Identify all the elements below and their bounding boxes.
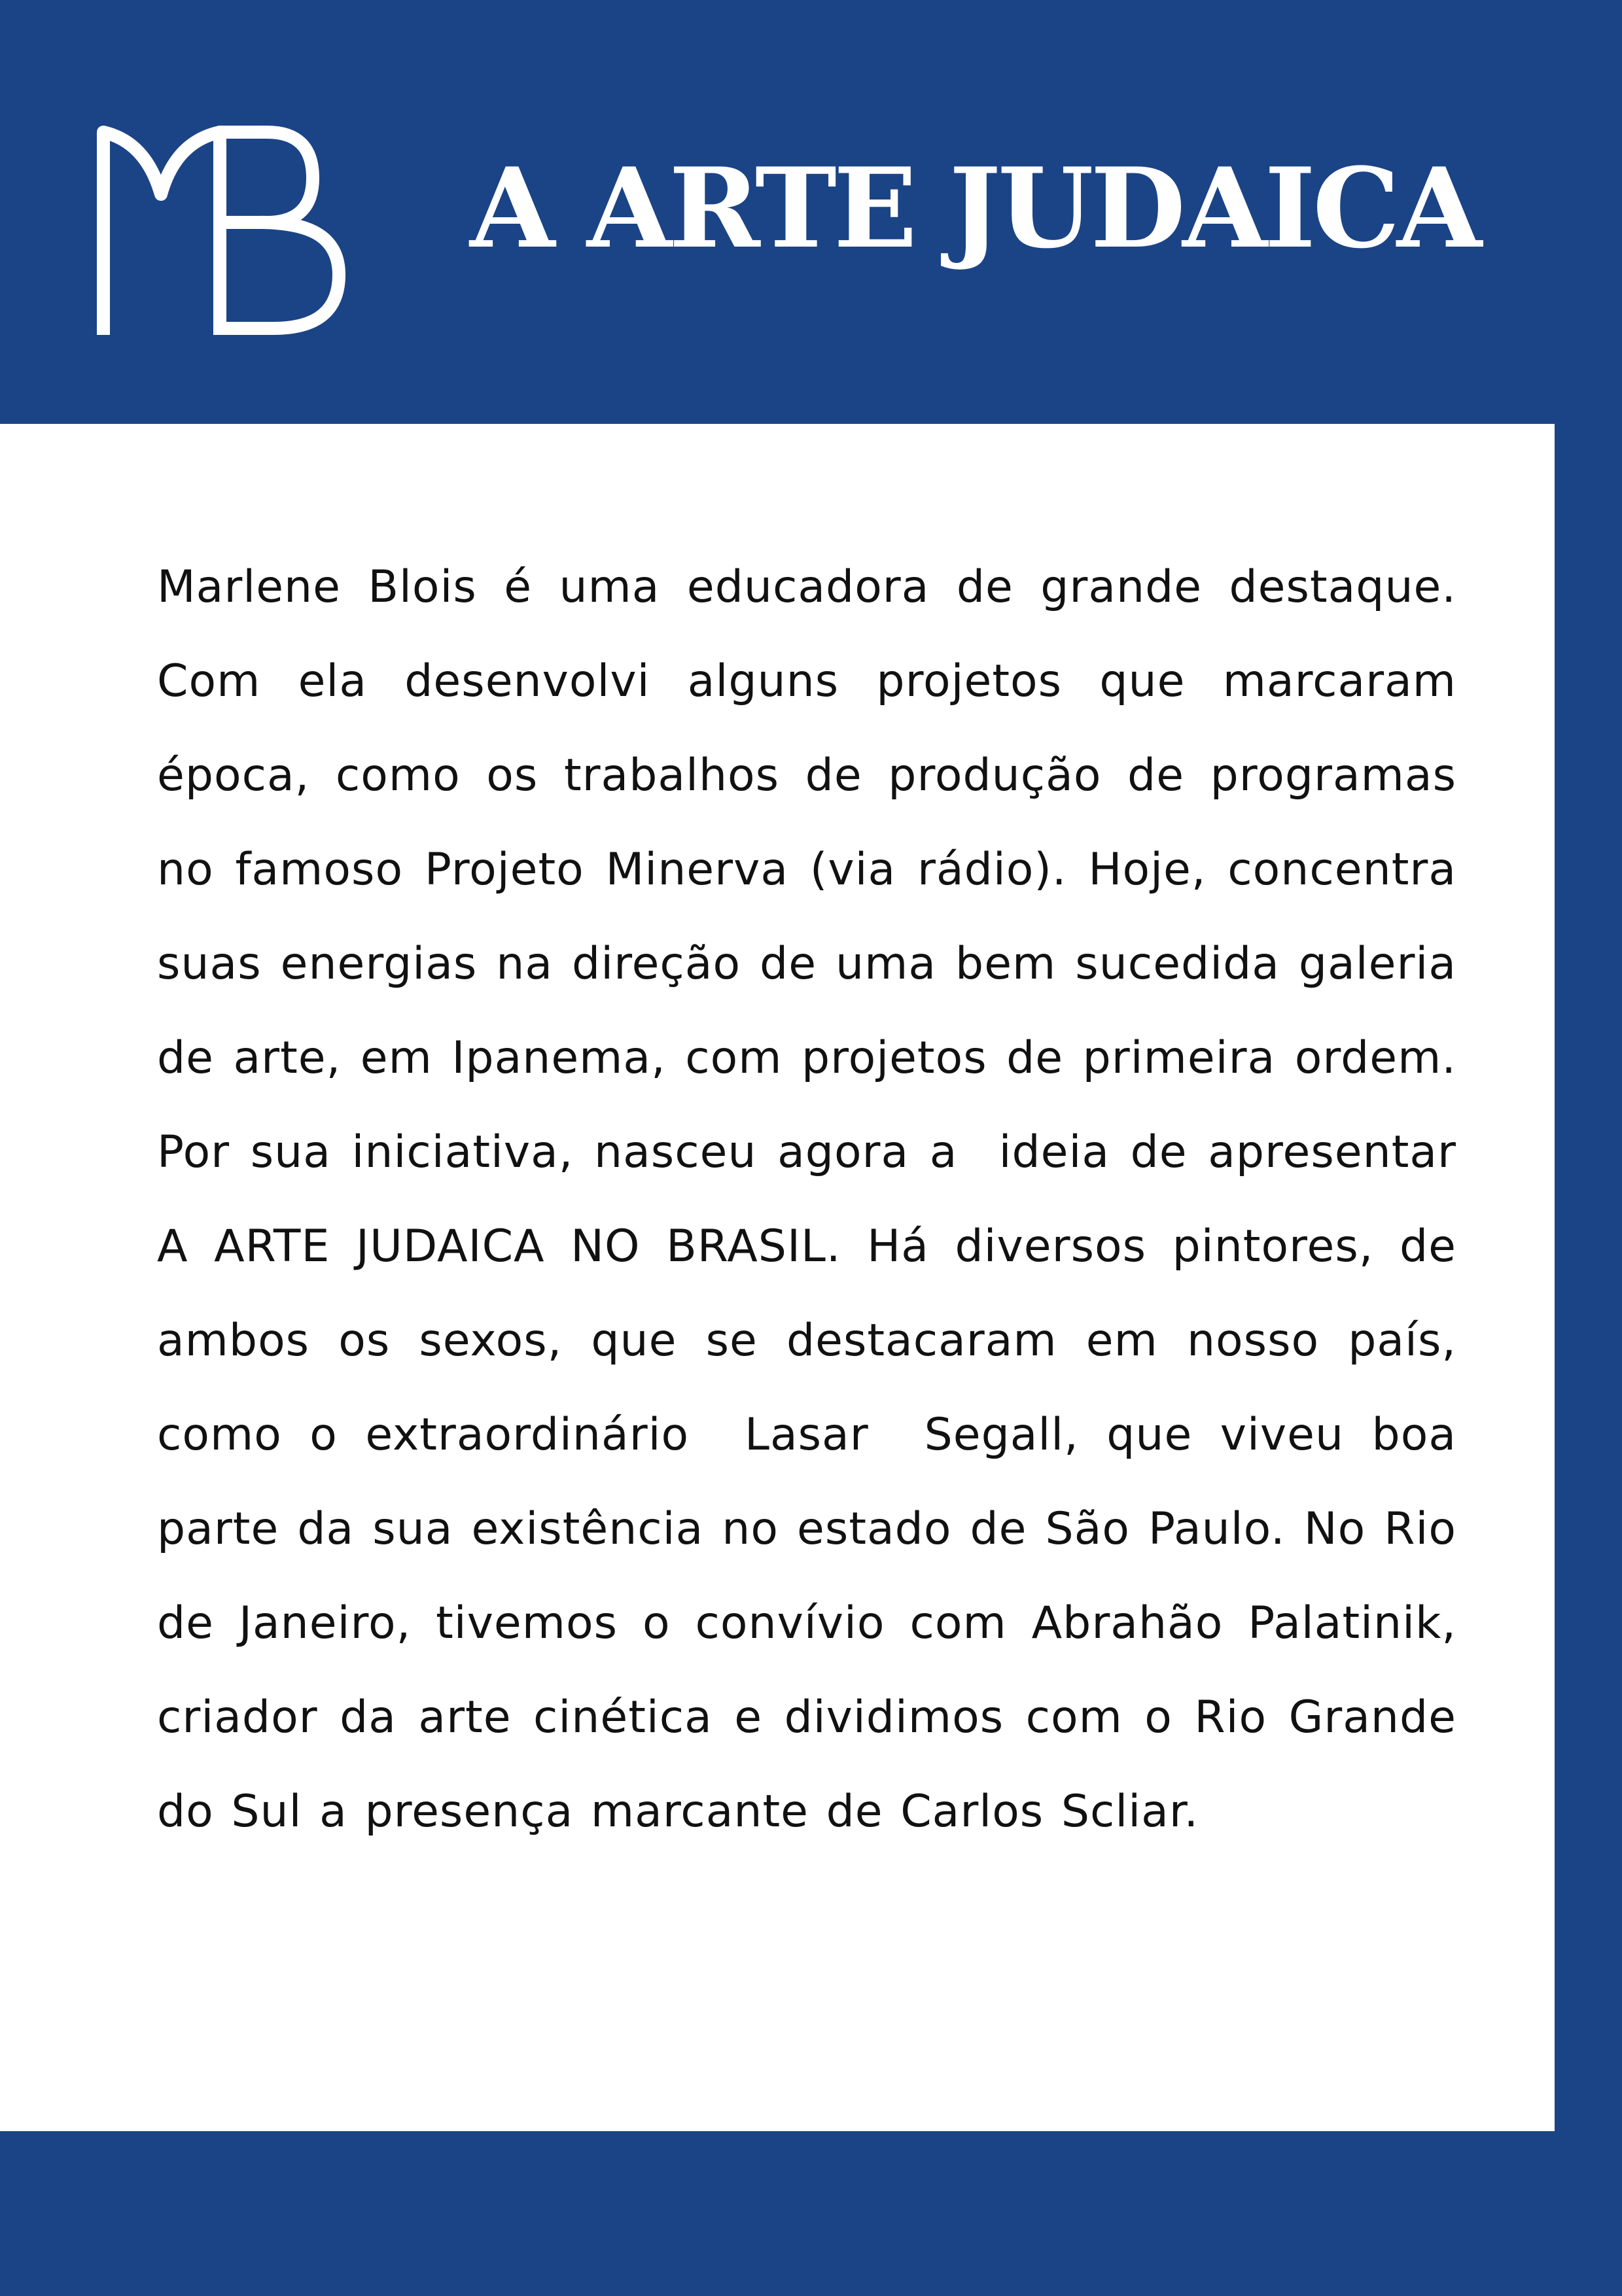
page-title: A ARTE JUDAICA [470, 143, 1479, 273]
article-body: Marlene Blois é uma educadora de grande destaque. Com ela desenvolvi alguns projetos que marcaram época, como os trabalhos de produção de programas no famoso Projeto Minerva (via rádio). Hoje, concentra suas energias na direção de uma bem sucedida galeria de arte, em Ipanema, com projetos de primeira ordem. Por sua iniciativa, nasceu agora a ideia de apresentar A ARTE JUDAICA NO BRASIL. Há diversos pintores, de ambos os sexos, que se destacaram em nosso país, como o extraordinário Lasar Segall, que viveu boa parte da sua existência no estado de São Paulo. No Rio de Janeiro, tivemos o convívio com Abrahão Palatinik, criador da arte cinética e dividimos com o Rio Grande do Sul a presença marcante de Carlos Scliar. [157, 561, 1492, 1837]
mb-logo [97, 119, 372, 335]
footer-band [0, 2131, 1622, 2296]
header-band [0, 0, 1622, 424]
article-panel [0, 424, 1555, 2131]
